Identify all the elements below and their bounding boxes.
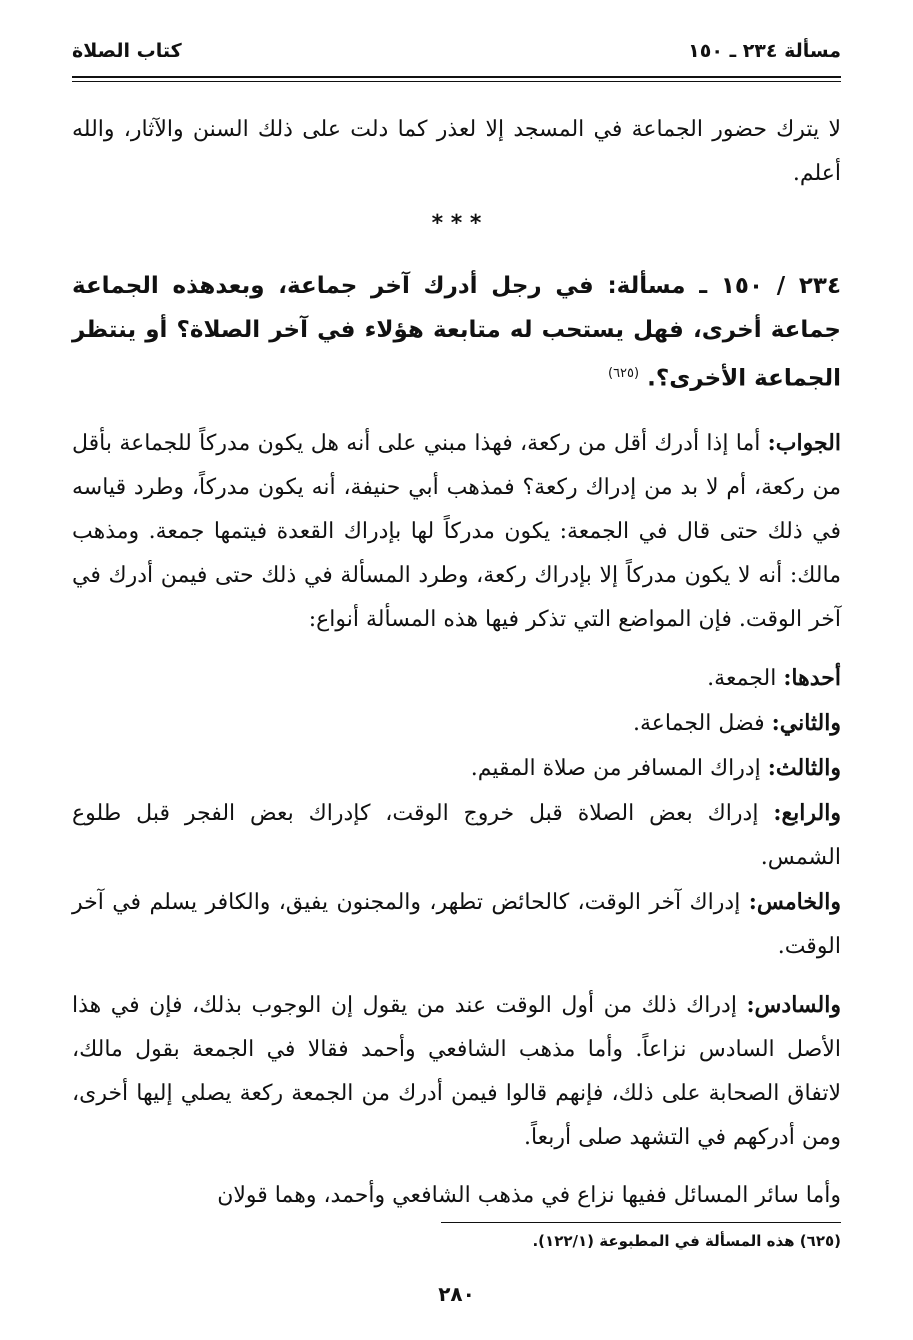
list-item	[72, 880, 841, 969]
sixth-label: والسادس:	[746, 991, 841, 1018]
answer-text: أما إذا أدرك أقل من ركعة، فهذا مبني على أنه هل يكون مدركاً للجماعة بأقل من ركعة، أم لا بد من إدراك ركعة؟ فمذهب أبي حنيفة، أنه يكون مدركاً، وطرد قياسه في ذلك حتى قال في الجمعة: يكون مدركاً لها بإدراك القعدة فيتمها جمعة. ومذهب مالك: أنه لا يكون مدركاً إلا بإدراك ركعة، وطرد المسألة في ذلك حتى فيمن أدرك في آخر الوقت. فإن المواضع التي تذكر فيها هذه المسألة أنواع:	[72, 430, 841, 632]
question-text: في رجل أدرك آخر جماعة، وبعدهذه الجماعة جماعة أخرى، فهل يستحب له متابعة هؤلاء في آخر الصلاة؟ أو ينتظر الجماعة الأخرى؟.	[72, 273, 841, 392]
header-rule-thin	[72, 81, 841, 82]
list-item-text: فضل الجماعة.	[633, 710, 765, 736]
header-book-title: كتاب الصلاة	[72, 40, 182, 62]
header-issue-number: مسألة ٢٣٤ ـ ١٥٠	[688, 40, 841, 62]
answer-paragraph	[72, 421, 841, 642]
list-item-label: والثالث:	[767, 754, 841, 781]
list-item-text: إدراك المسافر من صلاة المقيم.	[470, 755, 761, 781]
list-item-text: إدراك بعض الصلاة قبل خروج الوقت، كإدراك بعض الفجر قبل طلوع الشمس.	[72, 800, 841, 870]
list-item	[72, 746, 841, 791]
list-item-label: والثاني:	[771, 709, 841, 736]
question-number: ٢٣٤ / ١٥٠ ـ مسألة:	[607, 273, 841, 299]
list-item-label: أحدها:	[783, 664, 841, 691]
footnote-rule	[441, 1222, 841, 1223]
closing-paragraph: وأما سائر المسائل ففيها نزاع في مذهب الشافعي وأحمد، وهما قولان	[217, 1182, 841, 1208]
list-item-text: إدراك آخر الوقت، كالحائض تطهر، والمجنون يفيق، والكافر يسلم في آخر الوقت.	[72, 889, 841, 959]
intro-paragraph: لا يترك حضور الجماعة في المسجد إلا لعذر كما دلت على ذلك السنن والآثار، والله أعلم.	[72, 117, 841, 186]
sixth-text: إدراك ذلك من أول الوقت عند من يقول إن الوجوب بذلك، فإن في هذا الأصل السادس نزاعاً. وأما مذهب الشافعي وأحمد فقالا في الجمعة بقول مالك، لاتفاق الصحابة على ذلك، فإنهم قالوا فيمن أدرك من الجمعة ركعة يصلي إليها أخرى، ومن أدركهم في التشهد صلى أربعاً.	[72, 992, 841, 1150]
page-body	[72, 108, 841, 1218]
list-item	[72, 701, 841, 746]
answer-label: الجواب:	[767, 429, 841, 456]
section-separator: * * *	[431, 211, 482, 236]
list-item-label: والرابع:	[773, 799, 841, 826]
list-item-text: الجمعة.	[707, 665, 777, 691]
header-rule-thick	[72, 76, 841, 78]
list-item	[72, 791, 841, 880]
page-number: ٢٨٠	[438, 1282, 475, 1306]
footnote: (٦٢٥) هذه المسألة في المطبوعة (١٢٢/١).	[532, 1232, 841, 1250]
list-item-label: والخامس:	[748, 888, 841, 915]
question-heading	[72, 264, 841, 401]
running-header	[72, 40, 841, 70]
list-item	[72, 656, 841, 701]
sixth-paragraph	[72, 983, 841, 1160]
question-footnote-ref: (٦٢٥)	[608, 366, 640, 381]
